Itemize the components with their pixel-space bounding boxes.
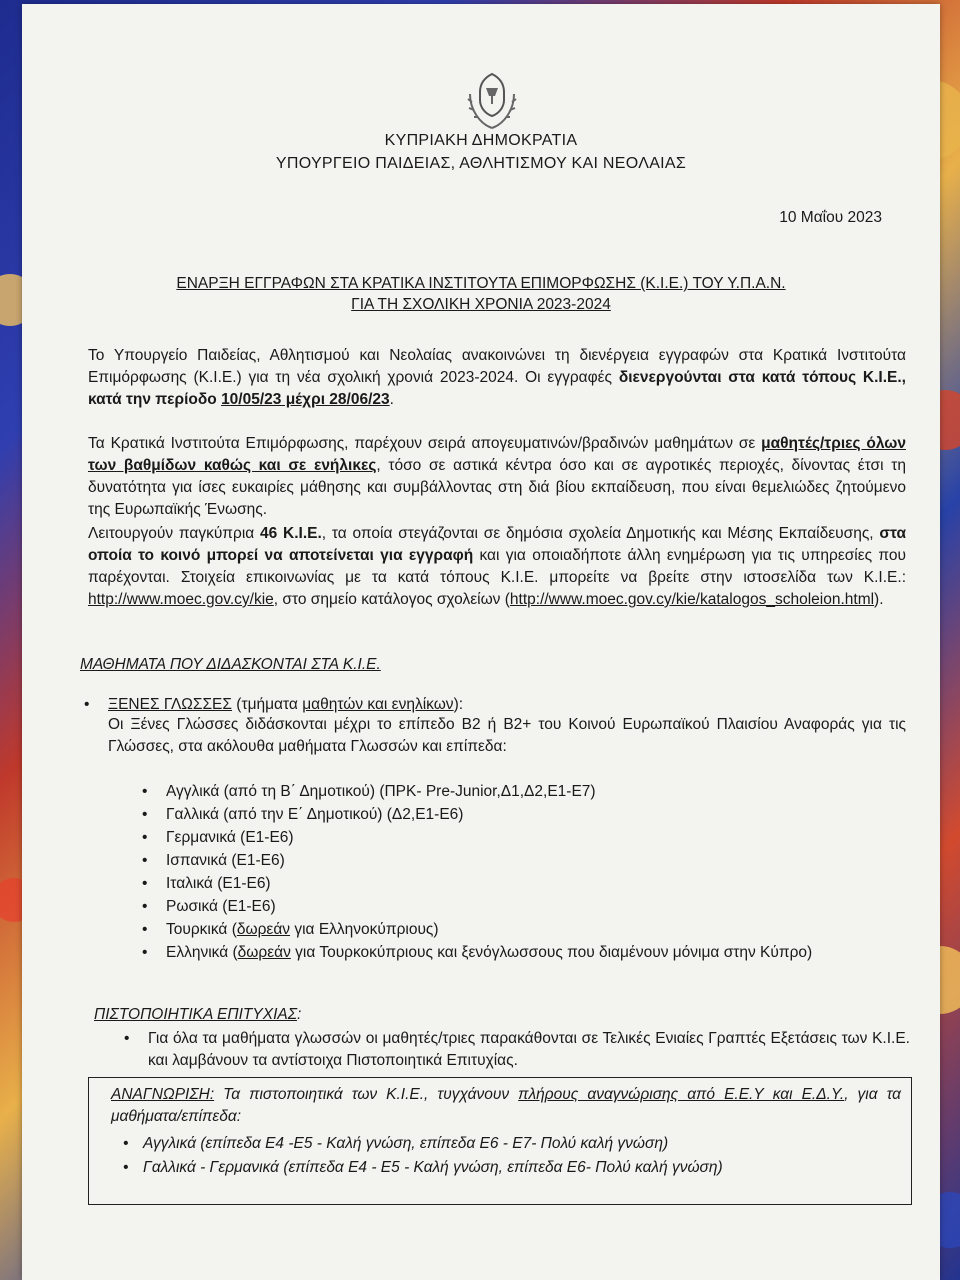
recognition-french-german: Γαλλικά - Γερμανικά (επίπεδα Ε4 - Ε5 - Καλή γνώση, επίπεδα Ε6- Πολύ καλή γνώση): [143, 1159, 723, 1176]
title-line-1: ΕΝΑΡΞΗ ΕΓΓΡΑΦΩΝ ΣΤΑ ΚΡΑΤΙΚΑ ΙΝΣΤΙΤΟΥΤΑ ΕΠΙΜΟΡΦΩΣΗΣ (Κ.Ι.Ε.) ΤΟΥ Υ.Π.Α.Ν.: [176, 275, 786, 292]
certificates-heading: [94, 1006, 301, 1024]
list-item: [142, 941, 942, 964]
document-page: [22, 4, 940, 1280]
list-item: [123, 1132, 723, 1156]
recognition-list: [123, 1132, 723, 1180]
greek-c: για Τουρκοκύπριους και ξενόγλωσσους που διαμένουν μόνιμα στην Κύπρο): [290, 944, 813, 961]
foreign-languages-item: [84, 694, 908, 716]
para2-audience: μαθητές/τριες όλων των βαθμίδων καθώς και σε ενήλικες: [88, 435, 906, 474]
list-item: [142, 895, 942, 918]
recognition-bodies: πλήρους αναγνώρισης από Ε.Ε.Υ και Ε.Δ.Υ.: [518, 1086, 845, 1103]
bullet: •: [142, 829, 148, 846]
registration-period: 10/05/23 μέχρι 28/06/23: [221, 391, 390, 408]
title-line-2: ΓΙΑ ΤΗ ΣΧΟΛΙΚΗ ΧΡΟΝΙΑ 2023-2024: [351, 296, 611, 313]
paragraph-registration: [88, 345, 906, 411]
ministry-heading: ΥΠΟΥΡΓΕΙΟ ΠΑΙΔΕΙΑΣ, ΑΘΛΗΤΙΣΜΟΥ ΚΑΙ ΝΕΟΛΑΙΑΣ: [275, 155, 687, 172]
bullet: •: [142, 806, 148, 823]
certificates-colon: :: [297, 1006, 302, 1023]
turkish-free: δωρεάν: [236, 921, 291, 938]
para1-text: Το Υπουργείο Παιδείας, Αθλητισμού και Νεολαίας ανακοινώνει τη διενέργεια εγγραφών στα Κρατικά Ινστιτούτα Επιμόρφωσης (Κ.Ι.Ε.) για τη νέα σχολική χρονιά 2023-2024. Οι εγγραφές: [88, 347, 906, 386]
bullet: •: [142, 875, 148, 892]
turkish-c: για Ελληνοκύπριους): [290, 921, 439, 938]
language-spanish: Ισπανικά (Ε1-Ε6): [166, 852, 285, 869]
language-french: Γαλλικά (από την Ε΄ Δημοτικού) (Δ2,Ε1-Ε6): [166, 806, 464, 823]
languages-list: [142, 780, 942, 964]
kie-count: 46 Κ.Ι.Ε.: [260, 525, 322, 542]
language-russian: Ρωσικά (Ε1-Ε6): [166, 898, 276, 915]
list-item: [142, 872, 942, 895]
certificates-heading-text: ΠΙΣΤΟΠΟΙΗΤΙΚΑ ΕΠΙΤΥΧΙΑΣ: [94, 1006, 298, 1023]
recognition-label: ΑΝΑΓΝΩΡΙΣΗ:: [111, 1086, 215, 1103]
recognition-a: Τα πιστοποιητικά των Κ.Ι.Ε., τυγχάνουν: [214, 1086, 519, 1103]
republic-heading: ΚΥΠΡΙΑΚΗ ΔΗΜΟΚΡΑΤΙΑ: [384, 132, 578, 149]
paragraph-institutes: [88, 433, 906, 521]
para2-rest: , τόσο σε αστικά κέντρα όσο και σε αγροτικές περιοχές, δίνοντας έτσι τη δυνατότητα για ίσες ευκαιρίες μάθησης και συμβάλλοντας στη διά βίου εκπαίδευση, που είναι θεμελιώδες ζητούμενο της Ευρωπαϊκής Ένωσης.: [88, 457, 906, 518]
school-catalog-link[interactable]: http://www.moec.gov.cy/kie/katalogos_scholeion.html: [509, 591, 875, 608]
para2-text: Τα Κρατικά Ινστιτούτα Επιμόρφωσης, παρέχουν σειρά απογευματινών/βραδινών μαθημάτων σε: [88, 435, 762, 452]
bullet: •: [142, 852, 148, 869]
turkish-a: Τουρκικά (: [166, 921, 237, 938]
list-item: [142, 918, 942, 941]
list-item: [142, 826, 942, 849]
para3-text-4: , στο σημείο κατάλογος σχολείων (: [273, 591, 510, 608]
certificates-text: Για όλα τα μαθήματα γλωσσών οι μαθητές/τριες παρακάθονται σε Τελικές Ενιαίες Γραπτές Εξετάσεις των Κ.Ι.Ε. και λαμβάνουν τα αντίστοιχα Πιστοποιητικά Επιτυχίας.: [148, 1030, 910, 1069]
recognition-english: Αγγλικά (επίπεδα Ε4 -Ε5 - Καλή γνώση, επίπεδα Ε6 - Ε7- Πολύ καλή γνώση): [143, 1135, 669, 1152]
para1-bold: διενεργούνται στα κατά τόπους Κ.Ι.Ε., κατά την περίοδο: [88, 369, 906, 408]
para3-text-2: , τα οποία στεγάζονται σε δημόσια σχολεία Δημοτικής και Μέσης Εκπαίδευσης,: [321, 525, 880, 542]
bullet: •: [142, 783, 148, 800]
bullet: •: [142, 921, 148, 938]
bullet: •: [124, 1030, 130, 1047]
para1-end: .: [389, 391, 394, 408]
language-german: Γερμανικά (Ε1-Ε6): [166, 829, 294, 846]
language-english: Αγγλικά (από τη Β΄ Δημοτικού) (ΠΡΚ- Pre-Junior,Δ1,Δ2,Ε1-Ε7): [166, 783, 596, 800]
para3-text: Λειτουργούν παγκύπρια: [88, 525, 261, 542]
bullet: •: [84, 696, 90, 713]
greek-a: Ελληνικά (: [166, 944, 238, 961]
foreign-sub-c: ):: [453, 696, 464, 713]
coat-of-arms-emblem: [462, 70, 522, 132]
bullet: •: [123, 1159, 129, 1176]
document-date: 10 Μαΐου 2023: [779, 209, 882, 226]
para3-bold: στα οποία το κοινό μπορεί να αποτείνεται για εγγραφή: [88, 525, 906, 564]
recognition-c: , για τα μαθήματα/επίπεδα:: [111, 1086, 901, 1125]
greek-free: δωρεάν: [237, 944, 291, 961]
list-item: [142, 803, 942, 826]
foreign-sub-b: μαθητών και ενηλίκων: [302, 696, 454, 713]
list-item: [142, 849, 942, 872]
recognition-text: [111, 1084, 901, 1128]
list-item: [142, 780, 942, 803]
bullet: •: [142, 944, 148, 961]
foreign-languages-description: Οι Ξένες Γλώσσες διδάσκονται μέχρι το επίπεδο Β2 ή Β2+ του Κοινού Ευρωπαϊκού Πλαισίου Αναφοράς για τις Γλώσσες, στα ακόλουθα μαθήματα Γλωσσών και επίπεδα:: [108, 716, 906, 755]
para3-text-3: και για οποιαδήποτε άλλη ενημέρωση για τις υπηρεσίες που παρέχονται. Στοιχεία επικοινωνίας με τα κατά τόπους Κ.Ι.Ε. μπορείτε να βρείτε στην ιστοσελίδα των Κ.Ι.Ε.:: [88, 547, 906, 586]
foreign-languages-title: ΞΕΝΕΣ ΓΛΩΣΣΕΣ: [108, 696, 232, 713]
bullet: •: [123, 1135, 129, 1152]
recognition-box: [88, 1077, 912, 1205]
bullet: •: [142, 898, 148, 915]
language-italian: Ιταλικά (Ε1-Ε6): [166, 875, 271, 892]
list-item: [123, 1156, 723, 1180]
para3-end: ).: [874, 591, 884, 608]
courses-heading: ΜΑΘΗΜΑΤΑ ΠΟΥ ΔΙΔΑΣΚΟΝΤΑΙ ΣΤΑ Κ.Ι.Ε.: [80, 656, 381, 673]
foreign-sub-a: (τμήματα: [231, 696, 303, 713]
paragraph-locations: [88, 523, 906, 611]
kie-website-link[interactable]: http://www.moec.gov.cy/kie: [88, 591, 274, 608]
certificates-item: [124, 1028, 910, 1072]
